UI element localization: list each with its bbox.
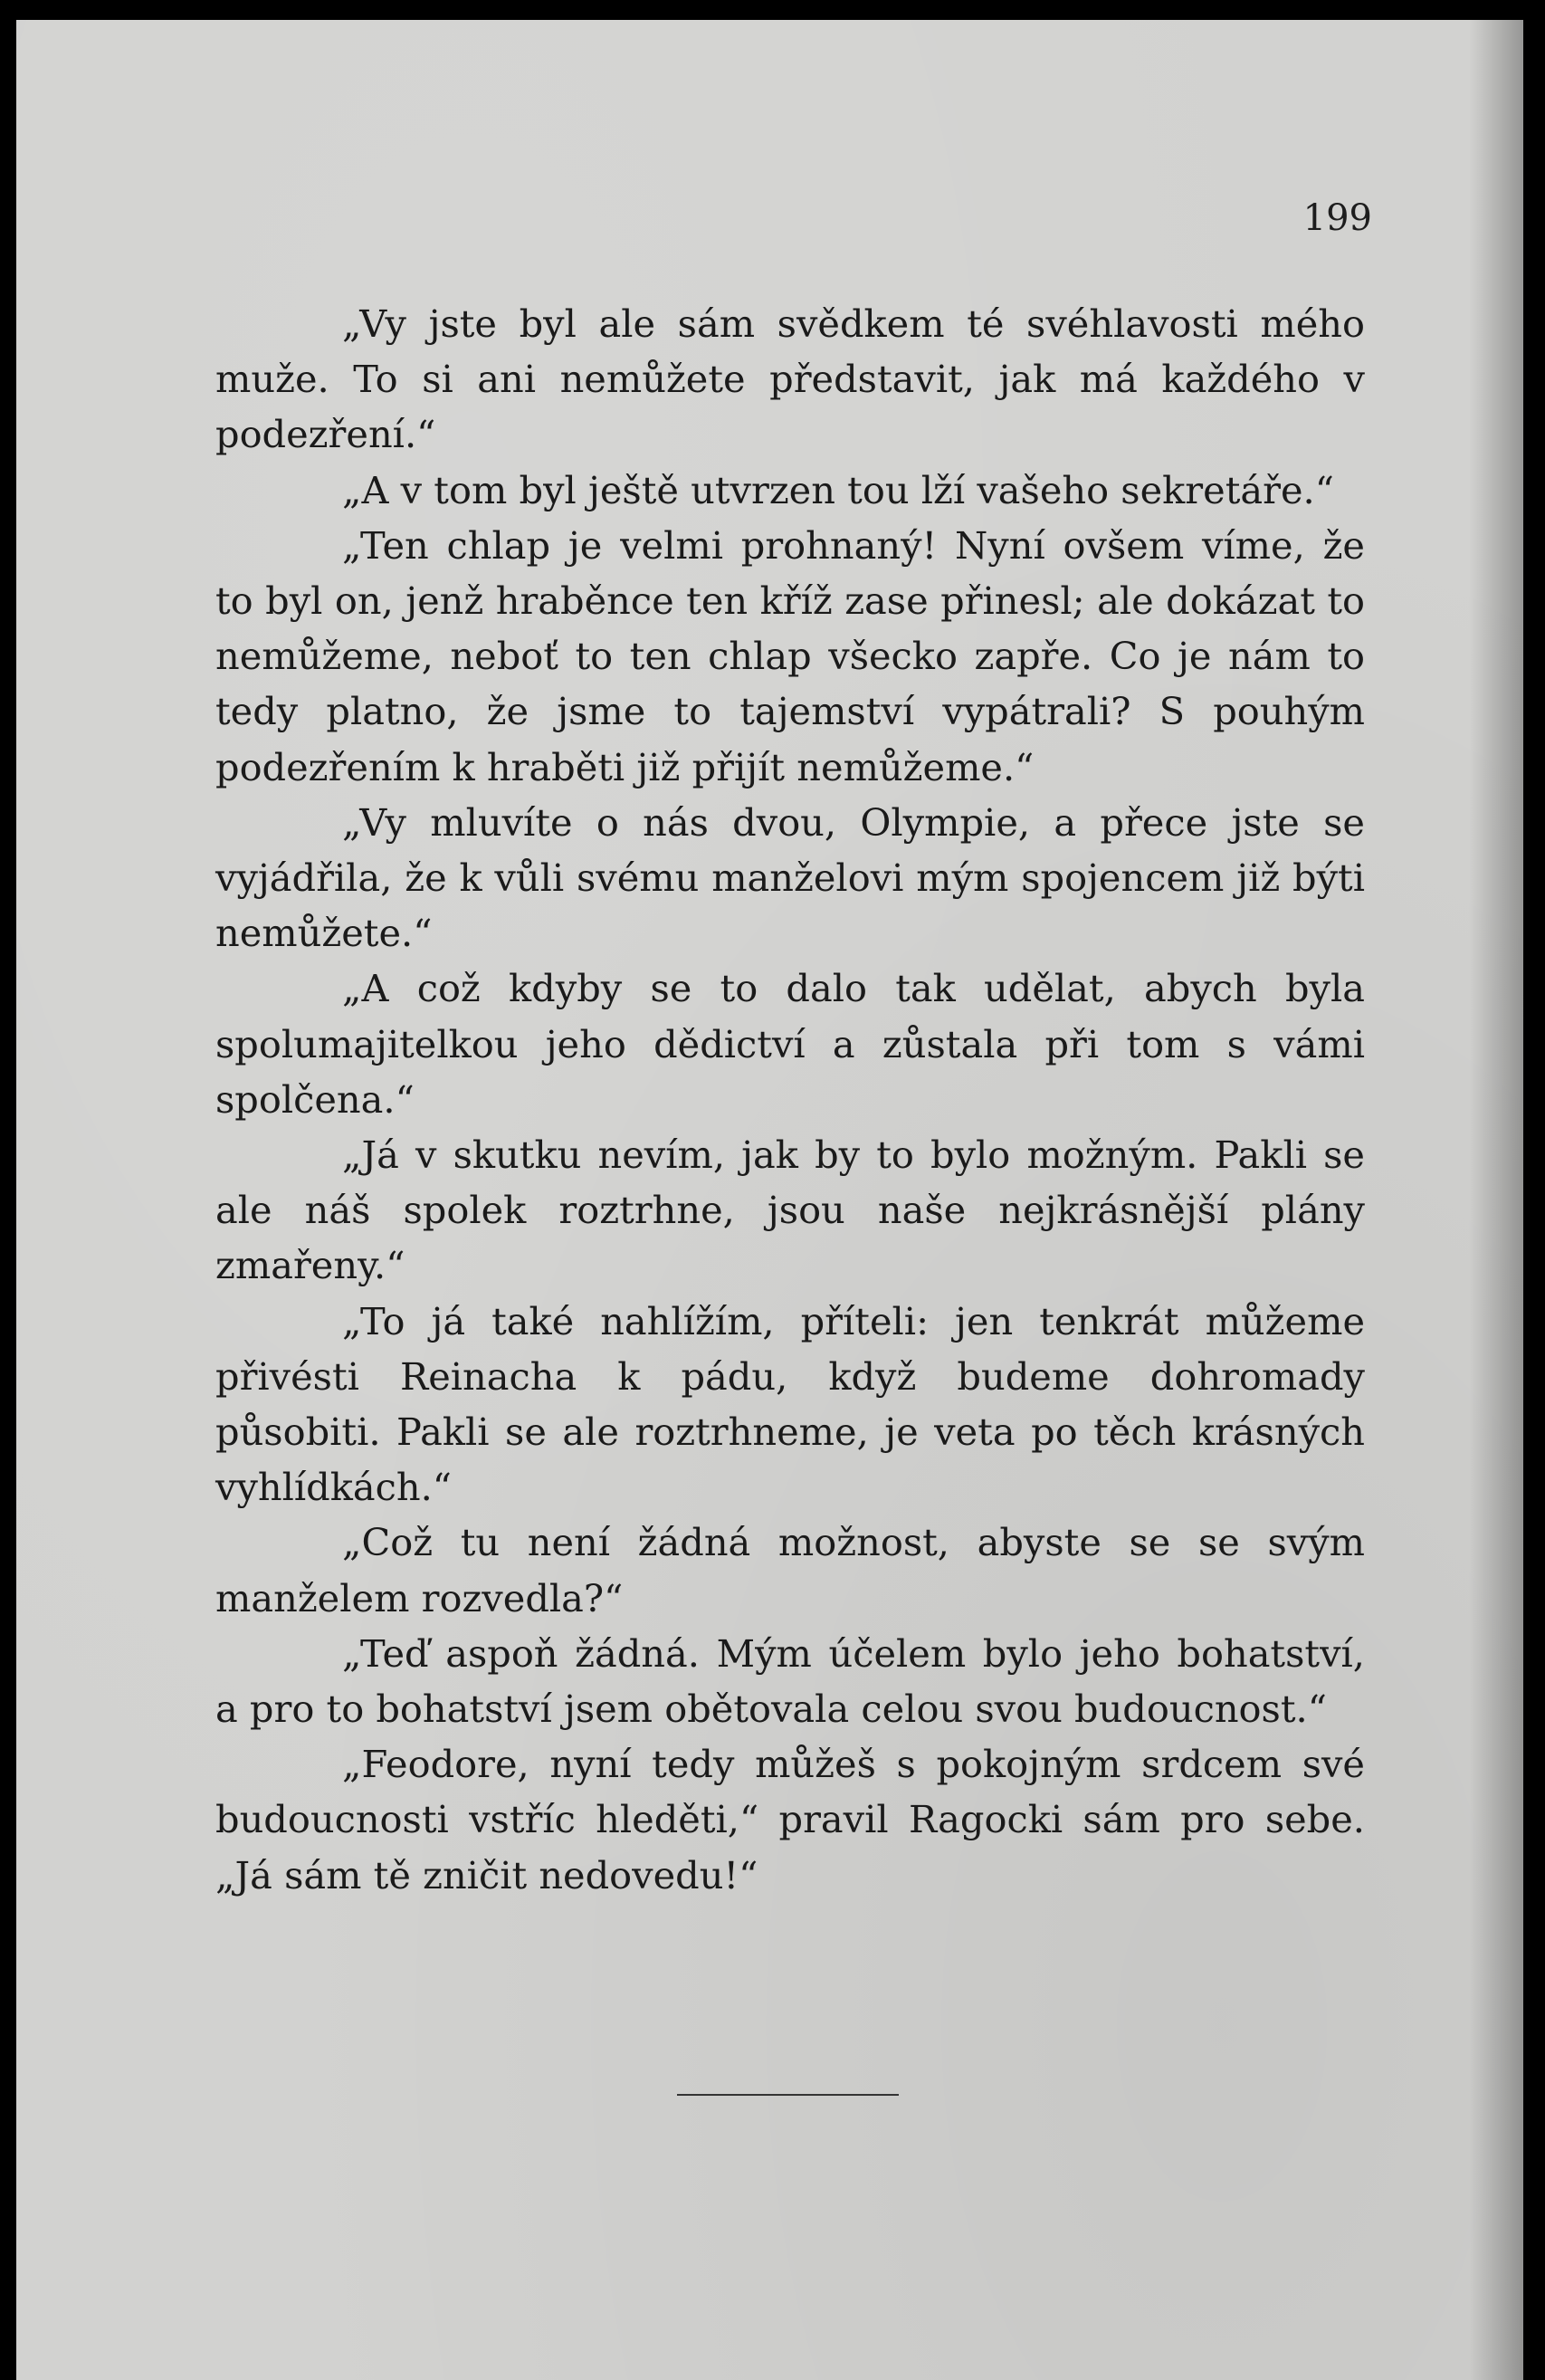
paragraph: „Teď aspoň žádná. Mým účelem bylo jeho bohatství, a pro to bohatství jsem obětovala celou svou budoucnost.“ <box>215 1630 1365 1732</box>
chapter-end-rule <box>677 2094 899 2096</box>
paragraph: „Já v skutku nevím, jak by to bylo možným. Pakli se ale náš spolek roztrhne, jsou naše nejkrásnější plány zmařeny.“ <box>215 1133 1365 1288</box>
paragraph: „Vy mluvíte o nás dvou, Olympie, a přece jste se vyjádřila, že k vůli svému manželovi mým spojencem již býti nemůžete.“ <box>215 799 1365 956</box>
body-text <box>215 296 1365 1903</box>
book-page <box>16 20 1523 2380</box>
paragraph: „A v tom byl ještě utvrzen tou lží vašeho sekretáře.“ <box>342 467 1334 512</box>
paragraph: „Ten chlap je velmi prohnaný! Nyní ovšem víme, že to byl on, jenž hraběnce ten kříž zase přinesl; ale dokázat to nemůžeme, neboť to ten chlap všecko zapře. Co je nám to tedy platno, že jsme to tajemství vypátrali? S pouhým podezřením k hraběti již přijít nemůžeme.“ <box>215 522 1365 789</box>
paragraph: „Feodore, nyní tedy můžeš s pokojným srdcem své budoucnosti vstříc hleděti,“ pravil Ragocki sám pro sebe. „Já sám tě zničit nedovedu!“ <box>215 1742 1365 1897</box>
paragraph: „Což tu není žádná možnost, abyste se se svým manželem rozvedla?“ <box>215 1520 1365 1620</box>
paragraph: „Vy jste byl ale sám svědkem té svéhlavosti mého muže. To si ani nemůžete představit, jak má každého v podezření.“ <box>215 301 1365 457</box>
paragraph: „A což kdyby se to dalo tak udělat, abych byla spolumajitelkou jeho dědictví a zůstala při tom s vámi spolčena.“ <box>215 966 1365 1122</box>
paragraph: „To já také nahlížím, příteli: jen tenkrát můžeme přivésti Reinacha k pádu, když budeme dohromady působiti. Pakli se ale roztrhneme, je veta po těch krásných vyhlídkách.“ <box>215 1298 1365 1510</box>
page-number: 199 <box>1302 197 1372 239</box>
